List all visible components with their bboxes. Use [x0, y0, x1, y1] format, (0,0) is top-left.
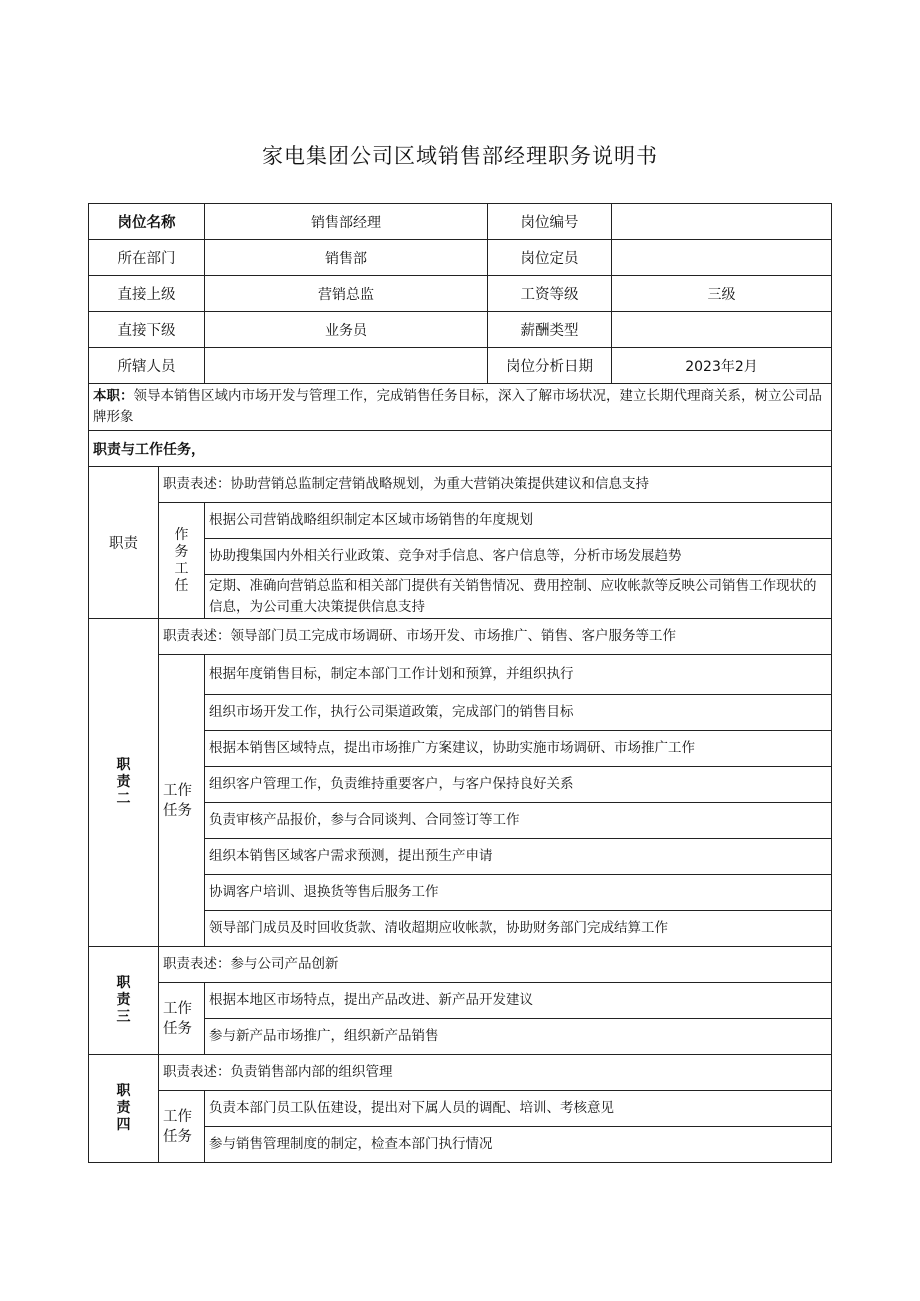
value-staff-under — [205, 348, 488, 384]
value-salary-grade: 三级 — [612, 276, 832, 312]
duty-1-task-3: 定期、准确向营销总监和相关部门提供有关销售情况、费用控制、应收帐款等反映公司销售工作现状的信息，为公司重大决策提供信息支持 — [205, 575, 832, 619]
value-position-code — [612, 204, 832, 240]
main-duty — [89, 384, 832, 431]
header-row — [89, 204, 832, 240]
duty-2-task-5: 负责审核产品报价，参与合同谈判、合同签订等工作 — [205, 803, 832, 839]
duty-2-task-1: 根据年度销售目标，制定本部门工作计划和预算，并组织执行 — [205, 655, 832, 695]
duty-4-task-label: 工作任务 — [159, 1091, 205, 1163]
main-duty-text: 领导本销售区域内市场开发与管理工作，完成销售任务目标，深入了解市场状况，建立长期代理商关系，树立公司品牌形象 — [93, 388, 822, 425]
duty-1-task-label: 作务工任 — [159, 503, 205, 619]
label-salary-grade: 工资等级 — [488, 276, 612, 312]
label-direct-subordinate: 直接下级 — [89, 312, 205, 348]
duty-2-task-label: 工作任务 — [159, 655, 205, 947]
duty-2-task-4: 组织客户管理工作，负责维持重要客户，与客户保持良好关系 — [205, 767, 832, 803]
duty-4-label: 职责四 — [89, 1055, 159, 1163]
duty-3-statement: 职责表述：参与公司产品创新 — [159, 947, 832, 983]
duty-4-task-2: 参与销售管理制度的制定，检查本部门执行情况 — [205, 1127, 832, 1163]
main-duty-label: 本职： — [93, 388, 134, 404]
duty-2-task-7: 协调客户培训、退换货等售后服务工作 — [205, 875, 832, 911]
duty-3-task-label: 工作任务 — [159, 983, 205, 1055]
duty-1-label: 职责 — [89, 467, 159, 619]
value-direct-superior: 营销总监 — [205, 276, 488, 312]
label-headcount: 岗位定员 — [488, 240, 612, 276]
duty-3-task-1: 根据本地区市场特点，提出产品改进、新产品开发建议 — [205, 983, 832, 1019]
value-pay-type — [612, 312, 832, 348]
value-headcount — [612, 240, 832, 276]
duty-2-task-6: 组织本销售区域客户需求预测，提出预生产申请 — [205, 839, 832, 875]
task-row — [89, 1091, 832, 1127]
duty-statement-row — [89, 947, 832, 983]
value-position-name: 销售部经理 — [205, 204, 488, 240]
duty-2-task-3: 根据本销售区域特点，提出市场推广方案建议，协助实施市场调研、市场推广工作 — [205, 731, 832, 767]
duties-heading: 职责与工作任务， — [89, 431, 832, 467]
label-position-code: 岗位编号 — [488, 204, 612, 240]
value-direct-subordinate: 业务员 — [205, 312, 488, 348]
header-row — [89, 312, 832, 348]
duty-1-statement: 职责表述：协助营销总监制定营销战略规划，为重大营销决策提供建议和信息支持 — [159, 467, 832, 503]
job-description-table — [88, 203, 832, 1163]
duty-statement-row — [89, 467, 832, 503]
duty-2-task-8: 领导部门成员及时回收货款、清收超期应收帐款，协助财务部门完成结算工作 — [205, 911, 832, 947]
header-row — [89, 240, 832, 276]
label-analysis-date: 岗位分析日期 — [488, 348, 612, 384]
task-row — [89, 655, 832, 695]
duty-2-label: 职责二 — [89, 619, 159, 947]
duty-1-task-2: 协助搜集国内外相关行业政策、竞争对手信息、客户信息等，分析市场发展趋势 — [205, 539, 832, 575]
label-department: 所在部门 — [89, 240, 205, 276]
duty-1-task-1: 根据公司营销战略组织制定本区域市场销售的年度规划 — [205, 503, 832, 539]
duty-4-task-1: 负责本部门员工队伍建设，提出对下属人员的调配、培训、考核意见 — [205, 1091, 832, 1127]
task-row — [89, 503, 832, 539]
label-staff-under: 所辖人员 — [89, 348, 205, 384]
duty-2-task-2: 组织市场开发工作，执行公司渠道政策，完成部门的销售目标 — [205, 695, 832, 731]
duty-3-task-2: 参与新产品市场推广，组织新产品销售 — [205, 1019, 832, 1055]
task-row — [89, 983, 832, 1019]
duties-heading-row — [89, 431, 832, 467]
main-duty-row — [89, 384, 832, 431]
label-pay-type: 薪酬类型 — [488, 312, 612, 348]
header-row — [89, 348, 832, 384]
header-row — [89, 276, 832, 312]
value-department: 销售部 — [205, 240, 488, 276]
duty-4-statement: 职责表述：负责销售部内部的组织管理 — [159, 1055, 832, 1091]
duty-statement-row — [89, 619, 832, 655]
duty-statement-row — [89, 1055, 832, 1091]
duty-2-statement: 职责表述：领导部门员工完成市场调研、市场开发、市场推广、销售、客户服务等工作 — [159, 619, 832, 655]
duty-3-label: 职责三 — [89, 947, 159, 1055]
label-direct-superior: 直接上级 — [89, 276, 205, 312]
label-position-name: 岗位名称 — [89, 204, 205, 240]
document-title: 家电集团公司区域销售部经理职务说明书 — [262, 144, 658, 168]
value-analysis-date: 2023年2月 — [612, 348, 832, 384]
